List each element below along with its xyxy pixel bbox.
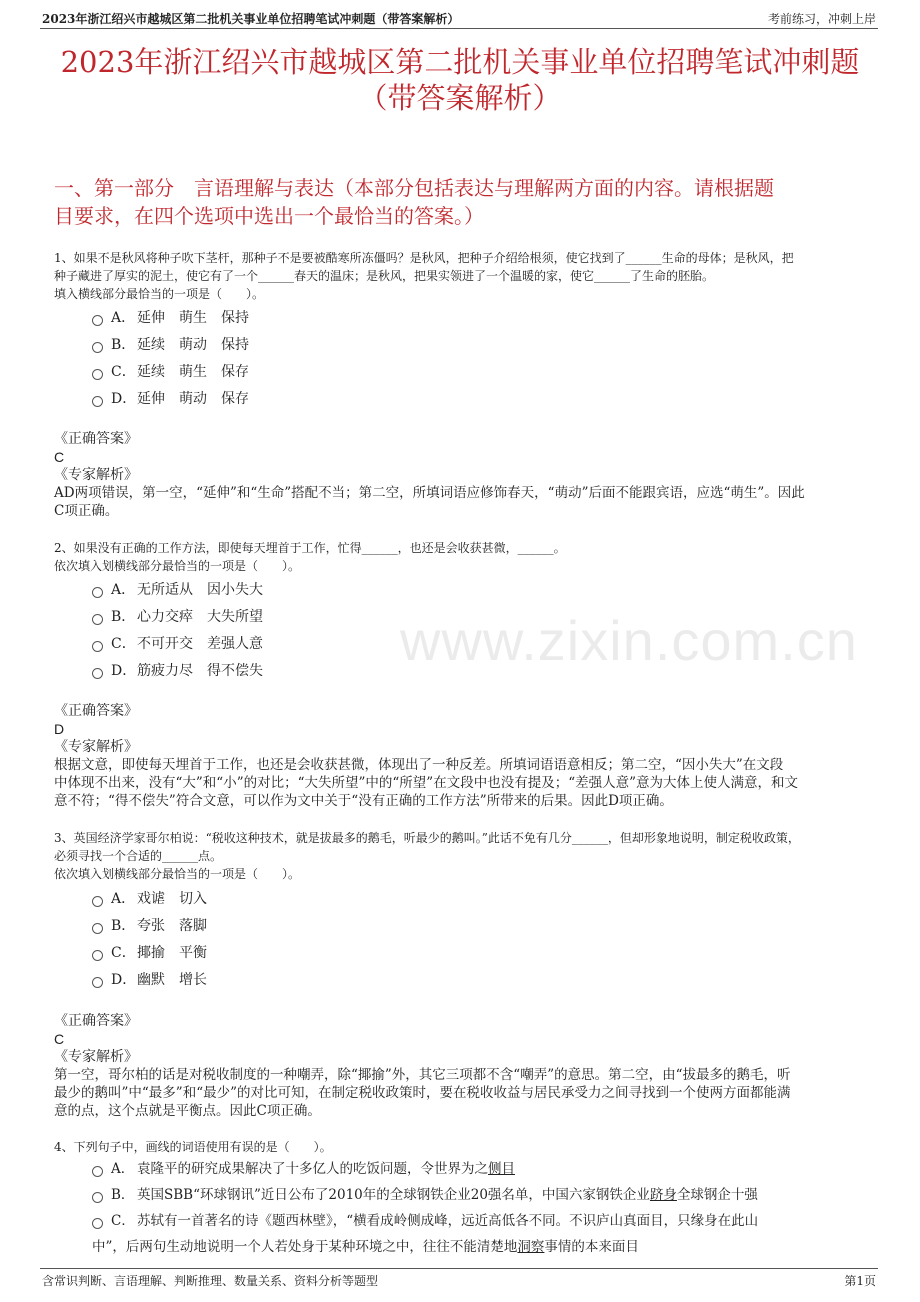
question-2 [54,539,866,575]
option-word: 增长 [179,971,207,988]
option-word: 大失所望 [207,608,263,625]
option-letter: B． [111,336,136,353]
option-word: 揶揄 [137,944,165,961]
analysis-line: 最少的鹅叫”中“最多”和“最少”的对比可知，在制定税收政策时，要在税收收益与居民承受力之间寻找到一个使两方面都能满 [54,1085,791,1101]
radio-icon[interactable] [92,1192,103,1203]
analysis-line: AD两项错误，第一空，“延伸”和“生命”搭配不当；第二空，所填词语应修饰春天，“萌动”后面不能跟宾语，应选“萌生”。因此 [54,485,805,501]
header-doc-title: 2023年浙江绍兴市越城区第二批机关事业单位招聘笔试冲刺题（带答案解析） [42,12,460,26]
question-2-prompt: 依次填入划横线部分最恰当的一项是（ ）。 [54,559,301,573]
option-word: 萌生 [179,363,207,380]
radio-icon[interactable] [92,614,103,625]
analysis-label: 《专家解析》 [54,467,138,483]
radio-icon[interactable] [92,587,103,598]
analysis-line: 意的点，这个点就是平衡点。因此C项正确。 [54,1103,321,1119]
option-word: 延续 [137,363,165,380]
radio-icon[interactable] [92,641,103,652]
question-1-answer-block [54,430,866,520]
question-1-options [92,304,872,412]
question-2-text: 2、如果没有正确的工作方法，即使每天埋首于工作，忙得______，也还是会收获甚微，______。 [54,541,566,555]
question-3-text-line-2: 必须寻找一个合适的______点。 [54,849,223,863]
question-3-options [92,885,872,993]
question-2-answer-block [54,702,866,810]
answer-value: C [54,1031,65,1047]
option-word: 夸张 [137,917,165,934]
option-letter: C． [111,363,136,380]
option-text-part: 中”，后两句生动地说明一个人若处身于某种环境之中，往往不能清楚地 [92,1239,518,1255]
question-1-text-line-1: 1、如果不是秋风将种子吹下茎杆，那种子不是要被酷寒所冻僵吗？是秋风，把种子介绍给根须，使它找到了______生命的母体；是秋风，把 [54,251,794,265]
radio-icon[interactable] [92,950,103,961]
question-2-options [92,576,872,684]
underlined-word: 跻身 [649,1187,677,1203]
page-header [0,0,920,28]
option-word: 萌动 [179,336,207,353]
question-1-option-a[interactable] [92,304,872,331]
option-word: 萌生 [179,309,207,326]
watermark: www.zixin.com.cn [400,609,858,672]
title-line-2: （带答案解析） [358,81,562,115]
section-heading [54,174,866,230]
question-2-option-b[interactable] [92,603,872,630]
question-2-option-c[interactable] [92,630,872,657]
radio-icon[interactable] [92,369,103,380]
option-letter: A． [111,581,136,598]
option-word: 保存 [221,390,249,407]
header-divider [40,28,878,29]
answer-label: 《正确答案》 [54,1013,138,1029]
option-text-part: 全球钢企十强 [676,1187,758,1203]
radio-icon[interactable] [92,342,103,353]
option-letter: C． [111,944,136,961]
option-letter: C． [111,1213,135,1229]
analysis-label: 《专家解析》 [54,1049,138,1065]
answer-value: D [54,721,65,737]
option-word: 延伸 [137,390,165,407]
option-word: 平衡 [179,944,207,961]
radio-icon[interactable] [92,923,103,934]
question-1-option-b[interactable] [92,331,872,358]
radio-icon[interactable] [92,668,103,679]
analysis-line: C项正确。 [54,503,119,519]
option-letter: A． [111,309,136,326]
option-letter: A． [111,1161,135,1177]
option-word: 幽默 [137,971,165,988]
option-word: 延伸 [137,309,165,326]
page-number: 第1页 [844,1274,876,1288]
option-letter: B． [111,1187,135,1203]
option-word: 保持 [221,309,249,326]
option-text: 苏轼有一首著名的诗《题西林壁》，“横看成岭侧成峰，远近高低各不同。不识庐山真面目，只缘身在此山 [137,1213,759,1229]
option-word: 萌动 [179,390,207,407]
question-3-answer-block [54,1012,866,1120]
question-1 [54,249,866,303]
section-line-1: 一、第一部分 言语理解与表达（本部分包括表达与理解两方面的内容。请根据题 [54,176,774,200]
analysis-line: 根据文意，即使每天埋首于工作，也还是会收获甚微，体现出了一种反差。所填词语语意相反；第二空，“因小失大”在文段 [54,757,784,773]
option-letter: A． [111,890,136,907]
question-4 [54,1138,866,1156]
option-letter: D． [111,662,137,679]
option-letter: D． [111,390,137,407]
analysis-line: 意不符；“得不偿失”符合文意，可以作为文中关于“没有正确的工作方法”所带来的后果。因此D项正确。 [54,793,673,809]
option-letter: C． [111,635,136,652]
question-4-option-c-continued [92,1236,639,1258]
radio-icon[interactable] [92,1166,103,1177]
question-3-option-a[interactable] [92,885,872,912]
option-word: 因小失大 [207,581,263,598]
radio-icon[interactable] [92,977,103,988]
radio-icon[interactable] [92,396,103,407]
title-line-1: 2023年浙江绍兴市越城区第二批机关事业单位招聘笔试冲刺题 [60,45,860,79]
answer-label: 《正确答案》 [54,703,138,719]
option-letter: B． [111,608,136,625]
question-2-option-d[interactable] [92,657,872,684]
option-word: 保持 [221,336,249,353]
option-word: 筋疲力尽 [137,662,193,679]
footer-description: 含常识判断、言语理解、判断推理、数量关系、资料分析等题型 [42,1274,379,1288]
option-text [137,1158,515,1180]
question-2-option-a[interactable] [92,576,872,603]
question-4-text: 4、下列句子中，画线的词语使用有误的是（ ）。 [54,1140,332,1154]
option-text-part: 袁隆平的研究成果解决了十多亿人的吃饭问题，令世界为之 [137,1161,488,1177]
option-text-part: 事情的本来面目 [544,1239,639,1255]
option-word: 切入 [179,890,207,907]
page-title [40,44,880,116]
answer-label: 《正确答案》 [54,431,138,447]
radio-icon[interactable] [92,1218,103,1229]
option-text [137,1184,758,1206]
option-letter: D． [111,971,137,988]
question-3-text-line-1: 3、英国经济学家哥尔柏说：“税收这种技术，就是拔最多的鹅毛，听最少的鹅叫。”此话不免有几分______，但却形象地说明，制定税收政策， [54,831,800,845]
option-word: 差强人意 [207,635,263,652]
option-word: 心力交瘁 [137,608,193,625]
option-word: 保存 [221,363,249,380]
underlined-word: 洞察 [517,1239,545,1255]
option-letter: B． [111,917,136,934]
header-slogan: 考前练习，冲刺上岸 [767,12,876,26]
question-3 [54,829,866,883]
question-3-option-c[interactable] [92,939,872,966]
underlined-word: 侧目 [488,1161,515,1177]
analysis-label: 《专家解析》 [54,739,138,755]
option-word: 不可开交 [137,635,193,652]
question-3-option-d[interactable] [92,966,872,993]
option-text-part: 英国SBB“环球钢讯”近日公布了2010年的全球钢铁企业20强名单，中国六家钢铁企业 [137,1187,650,1203]
section-line-2: 目要求，在四个选项中选出一个最恰当的答案。） [54,204,484,228]
question-1-text-line-2: 种子藏进了厚实的泥土，使它有了一个______春天的温床；是秋风，把果实领进了一个温暖的家，使它______了生命的胚胎。 [54,269,715,283]
radio-icon[interactable] [92,315,103,326]
option-word: 落脚 [179,917,207,934]
question-4-option-a[interactable] [92,1158,872,1184]
answer-value: C [54,449,65,465]
question-1-option-d[interactable] [92,385,872,412]
option-word: 戏谑 [137,890,165,907]
question-4-option-c[interactable] [92,1210,872,1236]
question-3-prompt: 依次填入划横线部分最恰当的一项是（ ）。 [54,867,301,881]
radio-icon[interactable] [92,896,103,907]
question-1-prompt: 填入横线部分最恰当的一项是（ ）。 [54,287,265,301]
option-word: 得不偿失 [207,662,263,679]
option-word: 无所适从 [137,581,193,598]
question-1-option-c[interactable] [92,358,872,385]
analysis-line: 中体现不出来，没有“大”和“小”的对比；“大失所望”中的“所望”在文段中也没有提及；“差强人意”意为大体上使人满意，和文 [54,775,799,791]
analysis-line: 第一空，哥尔柏的话是对税收制度的一种嘲弄，除“揶揄”外，其它三项都不含“嘲弄”的意思。第二空，由“拔最多的鹅毛，听 [54,1067,791,1083]
option-word: 延续 [137,336,165,353]
question-3-option-b[interactable] [92,912,872,939]
question-4-option-b[interactable] [92,1184,872,1210]
footer-divider [40,1268,878,1269]
question-4-options [92,1158,872,1236]
